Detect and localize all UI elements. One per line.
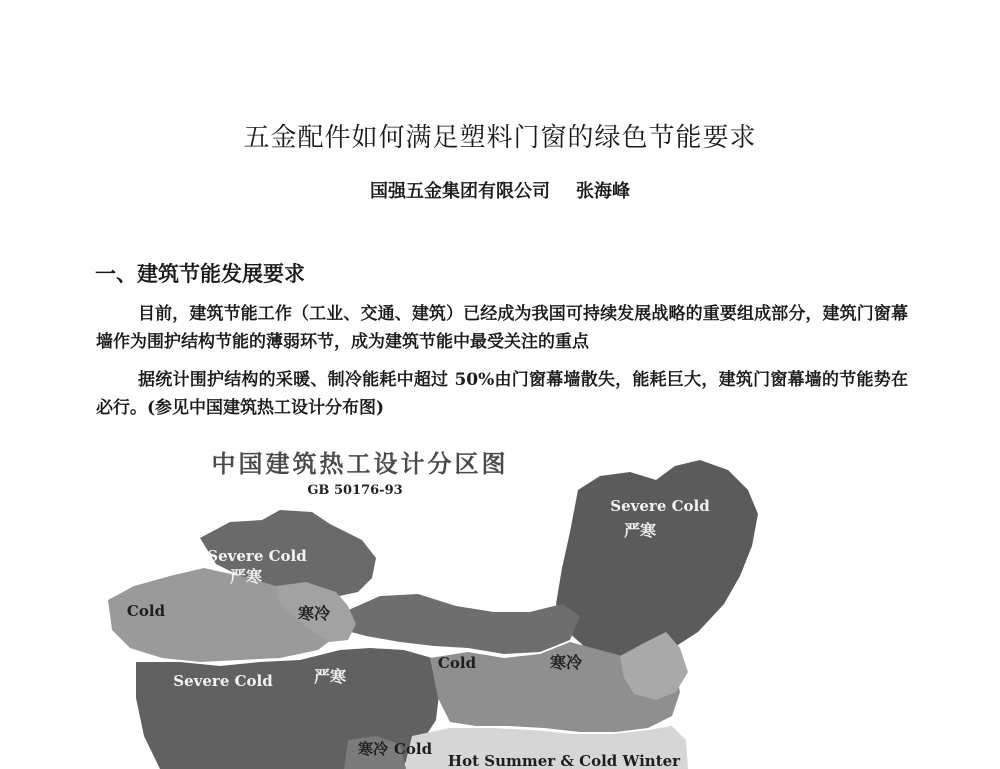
zone-label-zh: 寒冷	[357, 740, 389, 758]
zone-label-zh: 寒冷	[549, 653, 583, 672]
zone-label-zh: 寒冷	[297, 604, 331, 623]
map-svg	[100, 436, 765, 769]
zone-label-zh: 严寒	[623, 521, 657, 540]
author-name: 张海峰	[576, 181, 630, 202]
author-line	[0, 177, 1000, 203]
zone-north-belt	[344, 594, 580, 654]
zone-label-zh: 严寒	[313, 667, 347, 686]
document-title: 五金配件如何满足塑料门窗的绿色节能要求	[243, 123, 757, 153]
section-heading: 一、建筑节能发展要求	[95, 261, 305, 286]
zone-label-en: Severe Cold	[207, 547, 307, 565]
zone-label-zh: 严寒	[229, 567, 263, 586]
zone-label-en: Cold	[437, 654, 477, 672]
paragraph-intro: 目前，建筑节能工作（工业、交通、建筑）已经成为我国可持续发展战略的重要组成部分，建筑门窗幕墙作为围护结构节能的薄弱环节，成为建筑节能中最受关注的重点	[96, 304, 908, 352]
zone-label-en: Cold	[126, 602, 166, 620]
zone-label-en: Hot Summer & Cold Winter	[447, 752, 681, 769]
zone-northeast-severe-cold	[556, 460, 758, 658]
thermal-zoning-map	[100, 436, 765, 769]
paragraph-statistics: 据统计围护结构的采暖、制冷能耗中超过 50%由门窗幕墙散失，能耗巨大，建筑门窗幕墙的节能势在必行。(参见中国建筑热工设计分布图)	[96, 370, 908, 418]
zone-label-en: Cold	[393, 740, 433, 758]
zone-label-en: Severe Cold	[173, 672, 273, 690]
map-standard: GB 50176-93	[307, 483, 403, 498]
author-company: 国强五金集团有限公司	[370, 181, 550, 202]
zone-label-en: Severe Cold	[610, 497, 710, 515]
map-title: 中国建筑热工设计分区图	[211, 449, 509, 478]
